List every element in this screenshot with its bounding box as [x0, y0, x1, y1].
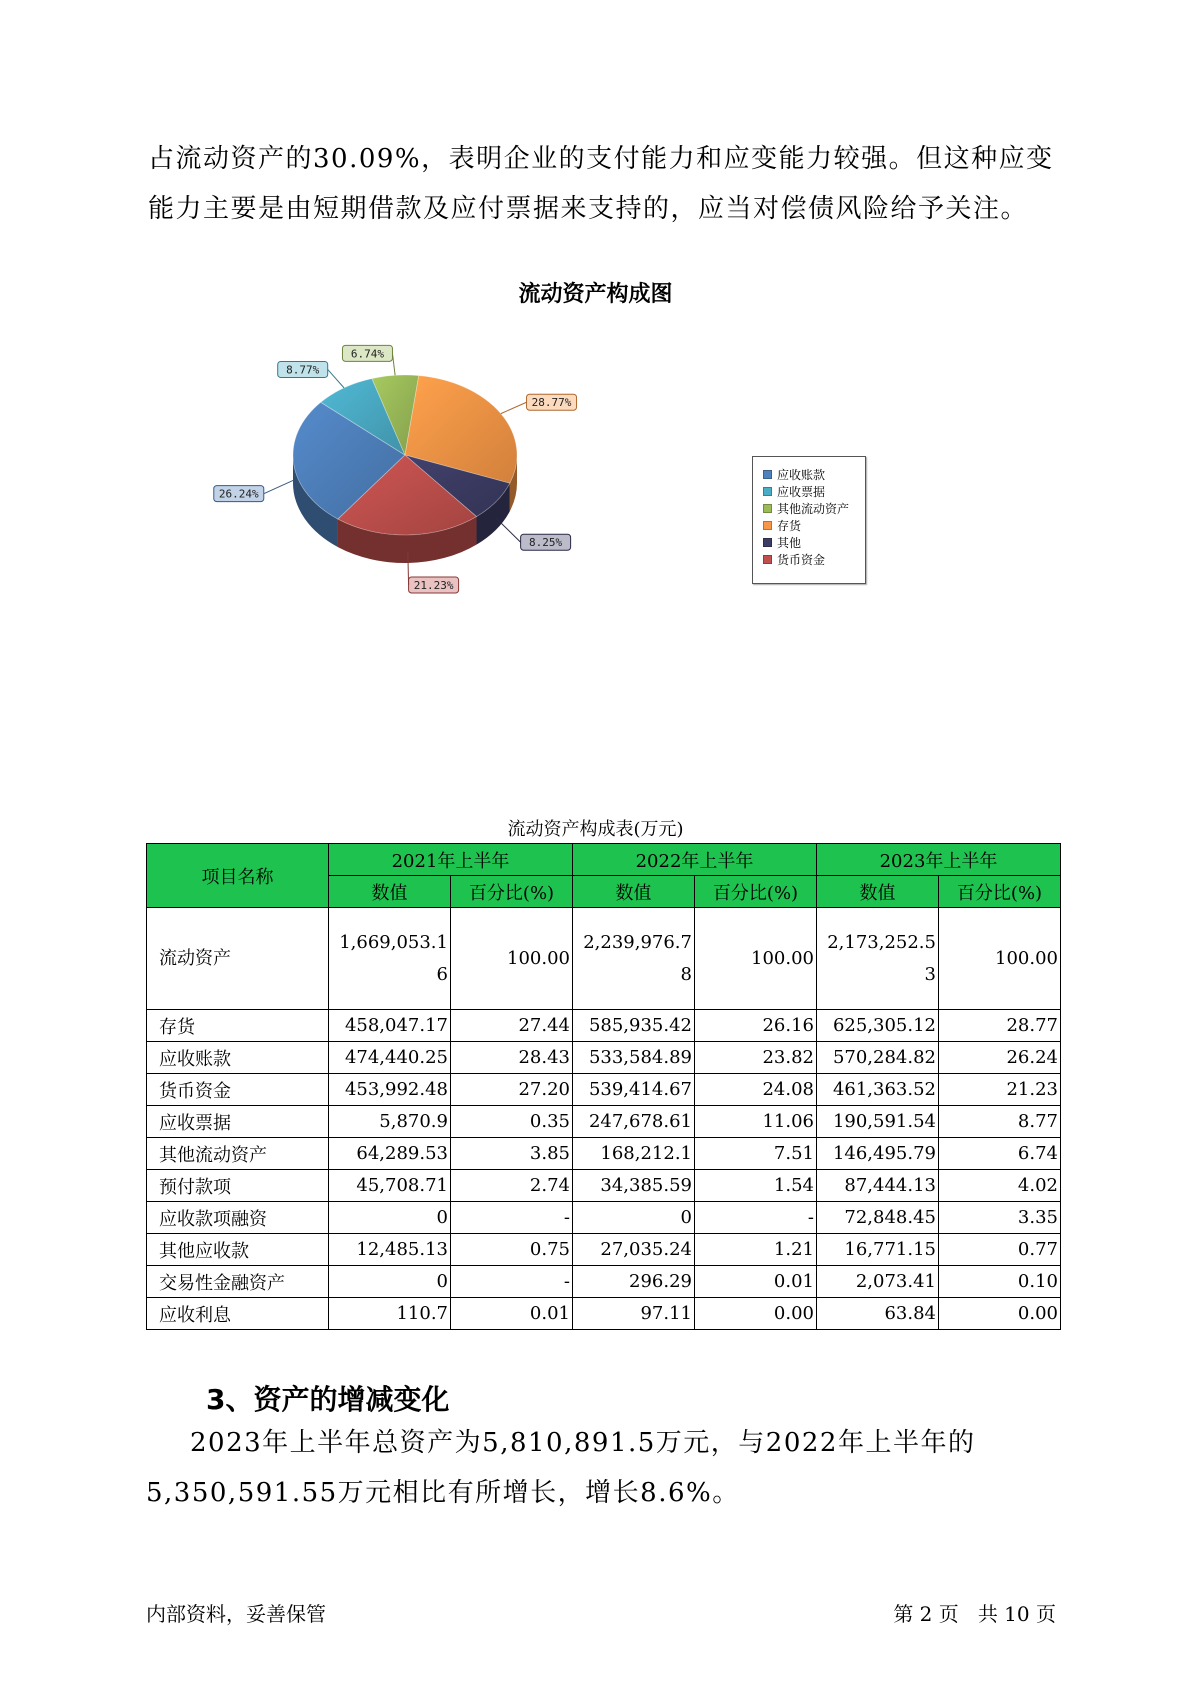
paragraph-line-1: 占流动资产的30.09%，表明企业的支付能力和应变能力较强。但这种应变: [148, 144, 1054, 174]
header-percent: 百分比(%): [451, 876, 573, 908]
value-cell: 247,678.61: [573, 1106, 695, 1138]
header-value: 数值: [573, 876, 695, 908]
legend-item: [763, 483, 865, 500]
value-cell: 45,708.71: [329, 1170, 451, 1202]
value-cell: 168,212.1: [573, 1138, 695, 1170]
percent-cell: 0.00: [695, 1298, 817, 1330]
pie-data-label: 26.24%: [218, 487, 259, 501]
paragraph-bottom-line-2: 5,350,591.55万元相比有所增长，增长8.6%。: [146, 1478, 740, 1508]
percent-cell: 3.35: [939, 1202, 1061, 1234]
value-cell: 458,047.17: [329, 1010, 451, 1042]
value-cell: 570,284.82: [817, 1042, 939, 1074]
legend-item: [763, 551, 865, 568]
percent-cell: 1.54: [695, 1170, 817, 1202]
header-item-name: 项目名称: [147, 844, 329, 908]
percent-cell: 23.82: [695, 1042, 817, 1074]
row-label: 应收票据: [147, 1106, 329, 1138]
legend-label: 应收票据: [777, 485, 826, 499]
header-year-2022: 2022年上半年: [573, 844, 817, 876]
row-label: 其他应收款: [147, 1234, 329, 1266]
percent-cell: 11.06: [695, 1106, 817, 1138]
percent-cell: 3.85: [451, 1138, 573, 1170]
table-row: [147, 1266, 1061, 1298]
percent-cell: 27.44: [451, 1010, 573, 1042]
section-heading: 3、资产的增减变化: [206, 1383, 450, 1416]
value-cell: 625,305.12: [817, 1010, 939, 1042]
table-row: [147, 908, 1061, 1010]
legend-swatch: [763, 538, 772, 547]
value-cell: 0: [573, 1202, 695, 1234]
percent-cell: 100.00: [939, 908, 1061, 1010]
pie-data-label: 8.25%: [529, 536, 563, 550]
value-cell: 16,771.15: [817, 1234, 939, 1266]
table-row: [147, 1202, 1061, 1234]
header-value: 数值: [329, 876, 451, 908]
percent-cell: 2.74: [451, 1170, 573, 1202]
value-cell: 461,363.52: [817, 1074, 939, 1106]
value-cell: 539,414.67: [573, 1074, 695, 1106]
current-assets-table: [146, 843, 1061, 1330]
value-cell: 27,035.24: [573, 1234, 695, 1266]
percent-cell: -: [451, 1266, 573, 1298]
percent-cell: 0.01: [695, 1266, 817, 1298]
percent-cell: 7.51: [695, 1138, 817, 1170]
legend-swatch: [763, 487, 772, 496]
value-cell: 190,591.54: [817, 1106, 939, 1138]
value-cell: 533,584.89: [573, 1042, 695, 1074]
row-label: 流动资产: [147, 908, 329, 1010]
legend-label: 其他流动资产: [777, 502, 850, 516]
percent-cell: 100.00: [695, 908, 817, 1010]
row-label: 应收利息: [147, 1298, 329, 1330]
table-row: [147, 1298, 1061, 1330]
legend-item: [763, 517, 865, 534]
value-cell: 97.11: [573, 1298, 695, 1330]
pie-chart: [218, 340, 660, 600]
percent-cell: 8.77: [939, 1106, 1061, 1138]
row-label: 货币资金: [147, 1074, 329, 1106]
percent-cell: 1.21: [695, 1234, 817, 1266]
legend-label: 存货: [777, 519, 802, 533]
table-row: [147, 1138, 1061, 1170]
percent-cell: 4.02: [939, 1170, 1061, 1202]
table-caption: 流动资产构成表(万元): [507, 819, 684, 840]
value-cell: 474,440.25: [329, 1042, 451, 1074]
legend-label: 货币资金: [777, 553, 826, 567]
pie-leader-line: [264, 480, 294, 493]
percent-cell: 28.43: [451, 1042, 573, 1074]
value-cell: 110.7: [329, 1298, 451, 1330]
footer-page-number: 第 2 页 共 10 页: [893, 1602, 1056, 1626]
percent-cell: 24.08: [695, 1074, 817, 1106]
legend-swatch: [763, 504, 772, 513]
table-row: [147, 1106, 1061, 1138]
percent-cell: -: [695, 1202, 817, 1234]
legend-item: [763, 500, 865, 517]
header-year-2023: 2023年上半年: [817, 844, 1061, 876]
footer-left: 内部资料，妥善保管: [146, 1602, 326, 1626]
pie-data-label: 6.74%: [350, 347, 385, 361]
pie-leader-line: [496, 518, 520, 542]
pie-leader-line: [328, 369, 344, 387]
chart-legend: [752, 456, 866, 584]
percent-cell: -: [451, 1202, 573, 1234]
pie-data-label: 28.77%: [531, 396, 572, 410]
value-cell: 87,444.13: [817, 1170, 939, 1202]
percent-cell: 28.77: [939, 1010, 1061, 1042]
percent-cell: 0.35: [451, 1106, 573, 1138]
legend-item: [763, 466, 865, 483]
value-cell: 2,173,252.53: [817, 908, 939, 1010]
value-cell: 296.29: [573, 1266, 695, 1298]
value-cell: 453,992.48: [329, 1074, 451, 1106]
row-label: 存货: [147, 1010, 329, 1042]
value-cell: 146,495.79: [817, 1138, 939, 1170]
legend-swatch: [763, 555, 772, 564]
percent-cell: 0.10: [939, 1266, 1061, 1298]
percent-cell: 27.20: [451, 1074, 573, 1106]
paragraph-bottom-line-1: 2023年上半年总资产为5,810,891.5万元，与2022年上半年的: [190, 1428, 976, 1458]
legend-label: 其他: [777, 536, 802, 550]
percent-cell: 0.00: [939, 1298, 1061, 1330]
value-cell: 34,385.59: [573, 1170, 695, 1202]
pie-data-label: 8.77%: [286, 363, 320, 377]
header-value: 数值: [817, 876, 939, 908]
percent-cell: 0.01: [451, 1298, 573, 1330]
table-row: [147, 1010, 1061, 1042]
percent-cell: 21.23: [939, 1074, 1061, 1106]
row-label: 其他流动资产: [147, 1138, 329, 1170]
row-label: 交易性金融资产: [147, 1266, 329, 1298]
value-cell: 2,239,976.78: [573, 908, 695, 1010]
percent-cell: 0.75: [451, 1234, 573, 1266]
legend-item: [763, 534, 865, 551]
paragraph-line-2: 能力主要是由短期借款及应付票据来支持的，应当对偿债风险给予关注。: [148, 194, 1029, 224]
percent-cell: 0.77: [939, 1234, 1061, 1266]
pie-leader-line: [501, 402, 527, 413]
value-cell: 0: [329, 1266, 451, 1298]
table-row: [147, 1042, 1061, 1074]
table-row: [147, 1074, 1061, 1106]
value-cell: 585,935.42: [573, 1010, 695, 1042]
chart-title: 流动资产构成图: [518, 282, 673, 307]
percent-cell: 26.16: [695, 1010, 817, 1042]
legend-swatch: [763, 521, 772, 530]
row-label: 预付款项: [147, 1170, 329, 1202]
percent-cell: 26.24: [939, 1042, 1061, 1074]
value-cell: 5,870.9: [329, 1106, 451, 1138]
pie-data-label: 21.23%: [413, 578, 454, 592]
percent-cell: 100.00: [451, 908, 573, 1010]
legend-swatch: [763, 470, 772, 479]
table-row: [147, 1170, 1061, 1202]
value-cell: 12,485.13: [329, 1234, 451, 1266]
value-cell: 64,289.53: [329, 1138, 451, 1170]
header-percent: 百分比(%): [939, 876, 1061, 908]
value-cell: 1,669,053.16: [329, 908, 451, 1010]
header-percent: 百分比(%): [695, 876, 817, 908]
value-cell: 63.84: [817, 1298, 939, 1330]
table-row: [147, 1234, 1061, 1266]
value-cell: 0: [329, 1202, 451, 1234]
legend-label: 应收账款: [777, 468, 826, 482]
header-year-2021: 2021年上半年: [329, 844, 573, 876]
row-label: 应收账款: [147, 1042, 329, 1074]
percent-cell: 6.74: [939, 1138, 1061, 1170]
row-label: 应收款项融资: [147, 1202, 329, 1234]
value-cell: 2,073.41: [817, 1266, 939, 1298]
value-cell: 72,848.45: [817, 1202, 939, 1234]
